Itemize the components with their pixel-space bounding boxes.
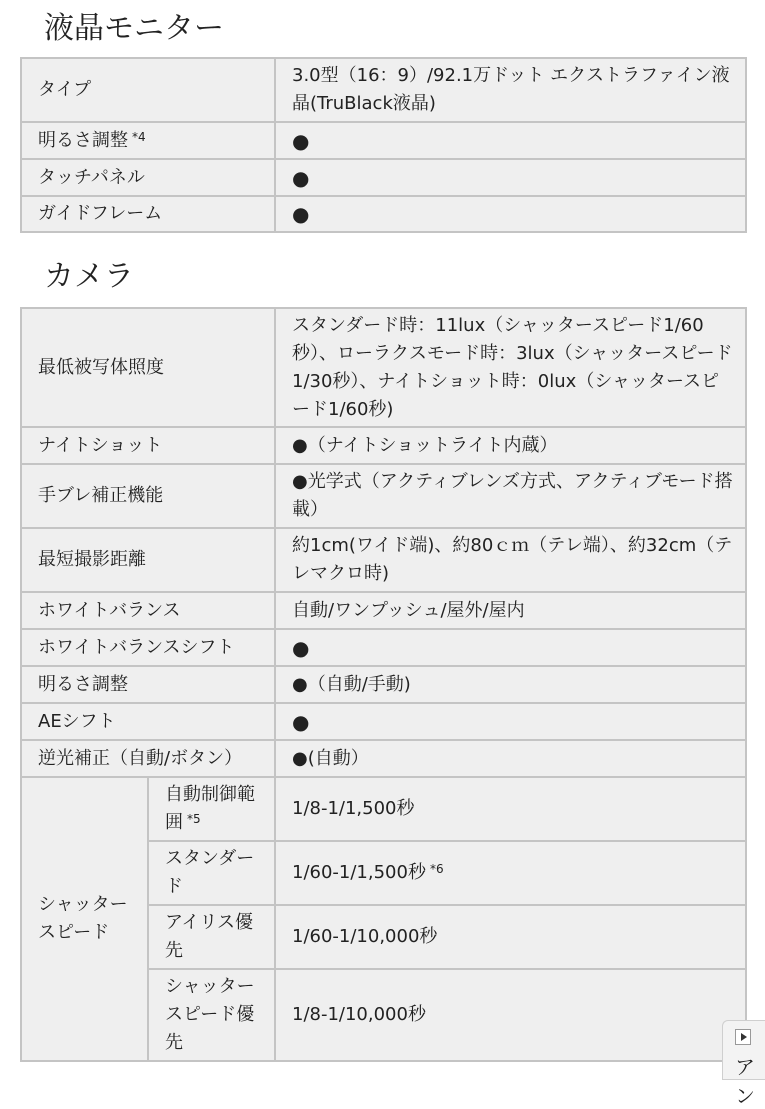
table-row: [21, 464, 746, 528]
row-label: ホワイトバランスシフト: [21, 629, 275, 666]
row-label: ホワイトバランス: [21, 592, 275, 629]
table-row: [21, 122, 746, 159]
row-value: ●光学式（アクティブレンズ方式、アクティブモード搭載）: [275, 464, 746, 528]
row-value: 約1cm(ワイド端)、約80ｃｍ（テレ端）、約32cm（テレマクロ時): [275, 528, 746, 592]
supported-dot: ●: [275, 629, 746, 666]
row-value: 自動/ワンプッシュ/屋外/屋内: [275, 592, 746, 629]
row-sublabel: スタンダード: [148, 841, 275, 905]
row-label: タッチパネル: [21, 159, 275, 196]
row-label: タイプ: [21, 58, 275, 122]
side-tab-label: アン: [735, 1055, 755, 1108]
supported-dot: ●: [275, 196, 746, 232]
row-label: ナイトショット: [21, 427, 275, 464]
row-label-text: 明るさ調整: [38, 129, 128, 151]
monitor-spec-table: [20, 57, 747, 233]
row-value: 1/8-1/10,000秒: [275, 969, 746, 1061]
row-label: 最短撮影距離: [21, 528, 275, 592]
row-value: 1/8-1/1,500秒: [275, 777, 746, 841]
table-row: [21, 629, 746, 666]
supported-dot: ●: [275, 703, 746, 740]
table-row: [21, 159, 746, 196]
row-label: ガイドフレーム: [21, 196, 275, 232]
table-row: [21, 703, 746, 740]
row-label: 逆光補正（自動/ボタン）: [21, 740, 275, 777]
row-label: AEシフト: [21, 703, 275, 740]
table-row: [21, 592, 746, 629]
expand-arrow-icon[interactable]: [735, 1029, 751, 1045]
footnote-marker: *6: [429, 862, 444, 876]
section-title-camera: カメラ: [44, 259, 134, 294]
row-label: 最低被写体照度: [21, 308, 275, 427]
side-panel-tab[interactable]: [722, 1020, 765, 1108]
supported-dot: ●: [275, 122, 746, 159]
row-sublabel: [148, 777, 275, 841]
table-row: [21, 196, 746, 232]
row-label: 明るさ調整: [21, 666, 275, 703]
footnote-marker: *5: [187, 812, 201, 826]
section-title-monitor: 液晶モニター: [44, 11, 224, 46]
footnote-marker: *4: [132, 129, 146, 144]
row-value: スタンダード時：11lux（シャッタースピード1/60秒）、ローラクスモード時：3lux（シャッタースピード1/30秒）、ナイトショット時：0lux（シャッタースピード1/60秒): [275, 308, 746, 427]
row-value: 3.0型（16：9）/92.1万ドット エクストラファイン液晶(TruBlack液晶): [275, 58, 746, 122]
row-sublabel: シャッタースピード優先: [148, 969, 275, 1061]
table-row: [21, 308, 746, 427]
table-row: [21, 666, 746, 703]
camera-spec-table: [20, 307, 747, 1062]
table-row: [21, 777, 746, 841]
shutter-speed-group-label: シャッタースピード: [21, 777, 148, 1061]
row-value: 1/60-1/10,000秒: [275, 905, 746, 969]
table-row: [21, 58, 746, 122]
supported-dot: ●: [275, 159, 746, 196]
table-row: [21, 427, 746, 464]
row-value: [275, 841, 746, 905]
row-value: ●（自動/手動): [275, 666, 746, 703]
row-label: [21, 122, 275, 159]
table-row: [21, 528, 746, 592]
row-sublabel: アイリス優先: [148, 905, 275, 969]
row-sublabel-text: 自動制御範囲: [165, 784, 255, 833]
row-value: ●(自動）: [275, 740, 746, 777]
row-value: ●（ナイトショットライト内蔵）: [275, 427, 746, 464]
row-value-text: 1/60-1/1,500秒: [292, 862, 426, 883]
table-row: [21, 740, 746, 777]
row-label: 手ブレ補正機能: [21, 464, 275, 528]
